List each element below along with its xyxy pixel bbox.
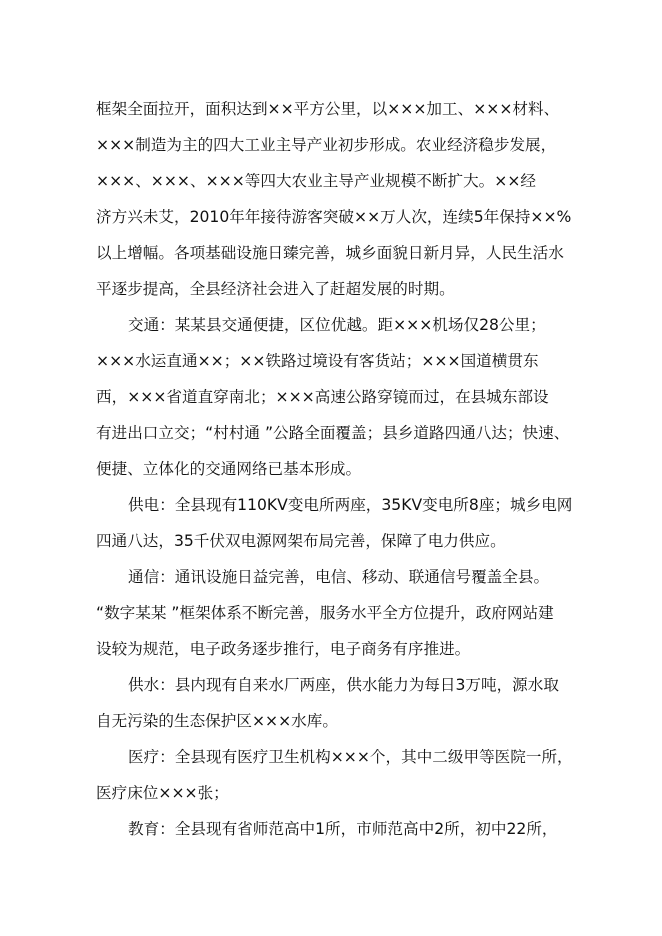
text-line: 自无污染的生态保护区×××水库。 [96,712,338,730]
paragraph-power-start: 供电：全县现有110KV变电所两座，35KV变电所8座；城乡电网 [128,496,573,514]
text-line: 以上增幅。各项基础设施日臻完善，城乡面貌日新月异，人民生活水 [96,244,564,262]
text-line: ×××制造为主的四大工业主导产业初步形成。农业经济稳步发展， [96,136,557,154]
text-line: 便捷、立体化的交通网络已基本形成。 [96,460,362,478]
text-line: 有进出口立交；“村村通 ”公路全面覆盖；县乡道路四通八达；快速、 [96,424,570,442]
text-line: “数字某某 ”框架体系不断完善，服务水平全方位提升，政府网站建 [96,604,554,622]
text-line: ×××水运直通××；××铁路过境设有客货站；×××国道横贯东 [96,352,539,370]
paragraph-traffic-start: 交通：某某县交通便捷，区位优越。距×××机场仅28公里； [128,316,546,334]
text-line: 框架全面拉开，面积达到××平方公里，以×××加工、×××材料、 [96,100,560,118]
text-line: 四通八达，35千伏双电源网架布局完善，保障了电力供应。 [96,532,506,550]
text-line: 济方兴未艾，2010年年接待游客突破××万人次，连续5年保持××% [96,208,572,226]
text-line: 医疗床位×××张； [96,784,229,802]
paragraph-education-start: 教育：全县现有省师范高中1所，市师范高中2所，初中22所， [128,820,558,838]
paragraph-medical-start: 医疗：全县现有医疗卫生机构×××个，其中二级甲等医院一所， [128,748,573,766]
text-line: 西，×××省道直穿南北；×××高速公路穿镜而过，在县城东部设 [96,388,549,406]
paragraph-water-start: 供水：县内现有自来水厂两座，供水能力为每日3万吨，源水取 [128,676,559,694]
text-line: 平逐步提高，全县经济社会进入了赶超发展的时期。 [96,280,455,298]
paragraph-telecom-start: 通信：通讯设施日益完善，电信、移动、联通信号覆盖全县。 [128,568,550,586]
text-line: ×××、×××、×××等四大农业主导产业规模不断扩大。××经 [96,172,537,190]
text-line: 设较为规范，电子政务逐步推行，电子商务有序推进。 [96,640,471,658]
